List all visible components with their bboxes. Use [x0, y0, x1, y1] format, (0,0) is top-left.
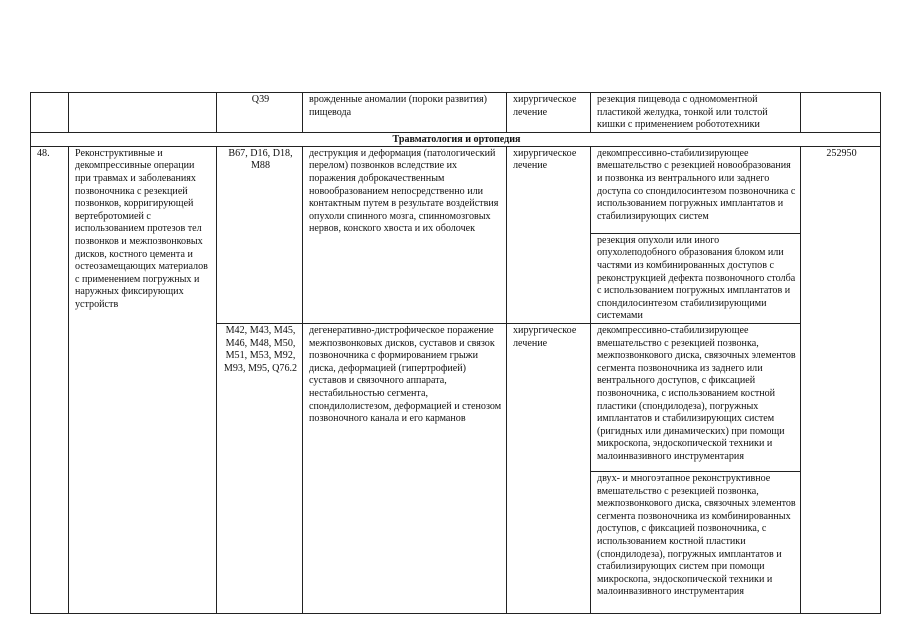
treatment-type-cell: хирургическое лечение — [507, 323, 591, 613]
section-title: Травматология и ортопедия — [31, 132, 881, 146]
treatment-method-2: резекция опухоли или иного опухолеподобного образования блоком или частями из комбинированных доступов с реконструкцией дефекта позвоночного столба с использованием погружных имплантатов и спондилосинтезом стабилизирующими системами — [591, 233, 800, 323]
row-number-cell: 48. — [31, 146, 69, 613]
norm-cell — [801, 93, 881, 133]
icd-code-cell: Q39 — [217, 93, 303, 133]
treatment-method-1: декомпрессивно-стабилизирующее вмешательство с резекцией новообразования и позвонка из вентрального или заднего доступа со спондилосинтезом позвоночника с использованием погружных имплантатов и стабилизирующих систем — [597, 147, 796, 222]
treatment-type-cell: хирургическое лечение — [507, 93, 591, 133]
patient-model-cell: дегенеративно-дистрофическое поражение межпозвонковых дисков, суставов и связок позвоночника с формированием грыжи диска, деформацией (гипертрофией) суставов и связочного аппарата, нестабильностью сегмента, спондилолистезом, деформацией и стенозом позвоночного канала и его карманов — [303, 323, 507, 613]
patient-model-cell: деструкция и деформация (патологический перелом) позвонков вследствие их поражения доброкачественным новообразованием непосредственно или контактным путем в результате воздействия опухоли спинного мозга, спинномозговых нервов, конского хвоста и их оболочек — [303, 146, 507, 323]
treatment-method-cell — [591, 323, 801, 613]
icd-code-cell: B67, D16, D18, M88 — [217, 146, 303, 323]
treatment-method-cell: резекция пищевода с одномоментной пластикой желудка, тонкой или толстой кишки с применением робототехники — [591, 93, 801, 133]
icd-code-cell: M42, M43, M45, M46, M48, M50, M51, M53, M92, M93, M95, Q76.2 — [217, 323, 303, 613]
care-type-cell: Реконструктивные и декомпрессивные операции при травмах и заболеваниях позвоночника с резекцией позвонков, корригирующей вертебротомией с использованием протезов тел позвонков и межпозвонковых дисков, костного цемента и остеозамещающих материалов с применением погружных и наружных фиксирующих устройств — [69, 146, 217, 613]
treatment-type-cell: хирургическое лечение — [507, 146, 591, 323]
norm-cell: 252950 — [801, 146, 881, 613]
treatment-method-1: декомпрессивно-стабилизирующее вмешательство с резекцией позвонка, межпозвонкового диска, связочных элементов сегмента позвоночника из заднего или вентрального доступов, с фиксацией позвоночника, с использованием костной пластики (спондилодеза), погружных имплантатов и стабилизирующих систем (ригидных или динамических) при помощи микроскопа, эндоскопической техники и малоинвазивного инструментария — [597, 324, 796, 462]
row-number-cell — [31, 93, 69, 133]
section-row — [31, 132, 881, 146]
table-row-48-group1 — [31, 146, 881, 323]
treatment-method-cell — [591, 146, 801, 323]
treatment-method-2: двух- и многоэтапное реконструктивное вмешательство с резекцией позвонка, межпозвонкового диска, связочных элементов сегмента позвоночника из комбинированных доступов, с фиксацией позвоночника, с использованием костной пластики (спондилодеза), погружных имплантатов и стабилизирующих систем при помощи микроскопа, эндоскопической техники и малоинвазивного инструментария — [591, 471, 800, 599]
table-row-q39 — [31, 93, 881, 133]
medical-care-table — [30, 92, 881, 614]
care-type-cell — [69, 93, 217, 133]
patient-model-cell: врожденные аномалии (пороки развития) пищевода — [303, 93, 507, 133]
